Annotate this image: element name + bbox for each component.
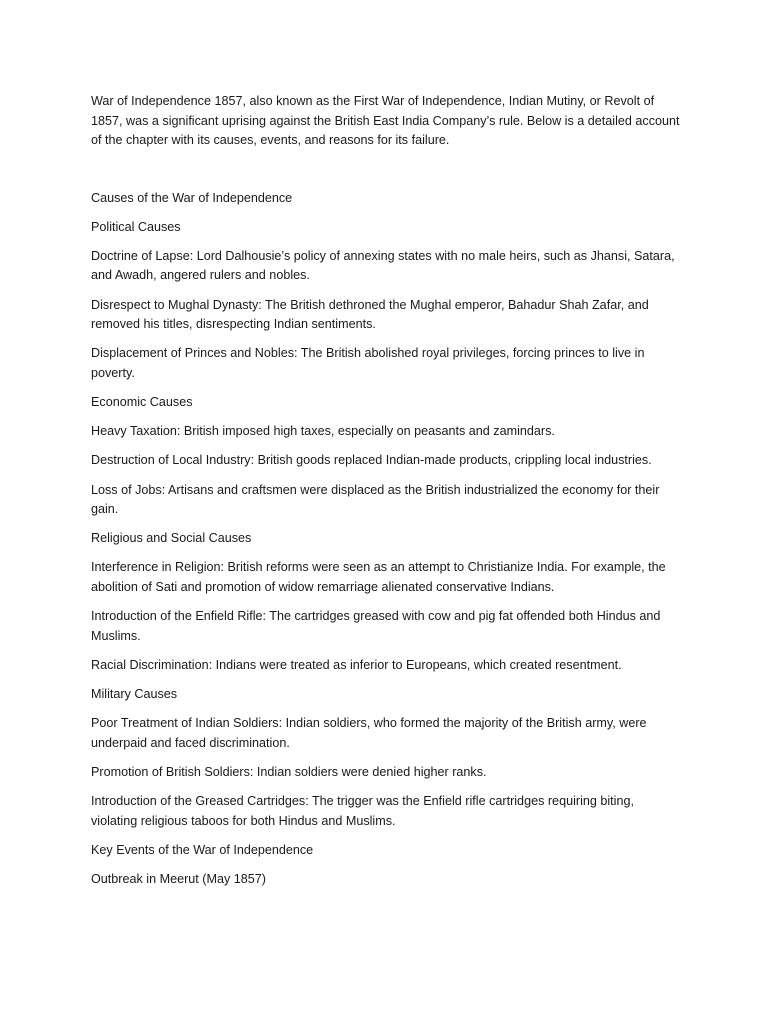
intro-paragraph: War of Independence 1857, also known as the First War of Independence, Indian Mutiny, or Revolt of 1857, was a significant uprising against the British East India Company’s rule. Below is a detailed account of the chapter with its causes, events, and reasons for its failure. xyxy=(91,94,680,147)
military-cause-item: Introduction of the Greased Cartridges: The trigger was the Enfield rifle cartridges requiring biting, violating religious taboos for both Hindus and Muslims. xyxy=(91,794,634,828)
political-cause-item: Displacement of Princes and Nobles: The British abolished royal privileges, forcing princes to live in poverty. xyxy=(91,346,645,380)
military-cause-item: Poor Treatment of Indian Soldiers: Indian soldiers, who formed the majority of the British army, were underpaid and faced discrimination. xyxy=(91,716,647,750)
document-page xyxy=(91,92,683,899)
religious-social-causes-heading: Religious and Social Causes xyxy=(91,531,252,546)
political-cause-item: Doctrine of Lapse: Lord Dalhousie’s policy of annexing states with no male heirs, such as Jhansi, Satara, and Awadh, angered rulers and nobles. xyxy=(91,248,675,283)
economic-cause-item: Loss of Jobs: Artisans and craftsmen were displaced as the British industrialized the economy for their gain. xyxy=(91,482,660,516)
religious-cause-item: Interference in Religion: British reforms were seen as an attempt to Christianize India. For example, the abolition of Sati and promotion of widow remarriage alienated conservative Indians. xyxy=(91,560,666,594)
economic-cause-item: Destruction of Local Industry: British goods replaced Indian-made products, crippling local industries. xyxy=(91,453,652,468)
key-events-heading: Key Events of the War of Independence xyxy=(91,842,314,857)
event-item: Outbreak in Meerut (May 1857) xyxy=(91,871,266,886)
military-cause-item: Promotion of British Soldiers: Indian soldiers were denied higher ranks. xyxy=(91,764,487,779)
causes-heading: Causes of the War of Independence xyxy=(91,190,293,205)
economic-causes-heading: Economic Causes xyxy=(91,394,193,409)
economic-cause-item: Heavy Taxation: British imposed high taxes, especially on peasants and zamindars. xyxy=(91,424,555,439)
religious-cause-item: Racial Discrimination: Indians were treated as inferior to Europeans, which created resentment. xyxy=(91,657,622,672)
political-cause-item: Disrespect to Mughal Dynasty: The British dethroned the Mughal emperor, Bahadur Shah Zafar, and removed his titles, disrespecting Indian sentiments. xyxy=(91,297,649,332)
military-causes-heading: Military Causes xyxy=(91,686,178,701)
religious-cause-item: Introduction of the Enfield Rifle: The cartridges greased with cow and pig fat offended both Hindus and Muslims. xyxy=(91,609,661,643)
political-causes-heading: Political Causes xyxy=(91,219,181,234)
